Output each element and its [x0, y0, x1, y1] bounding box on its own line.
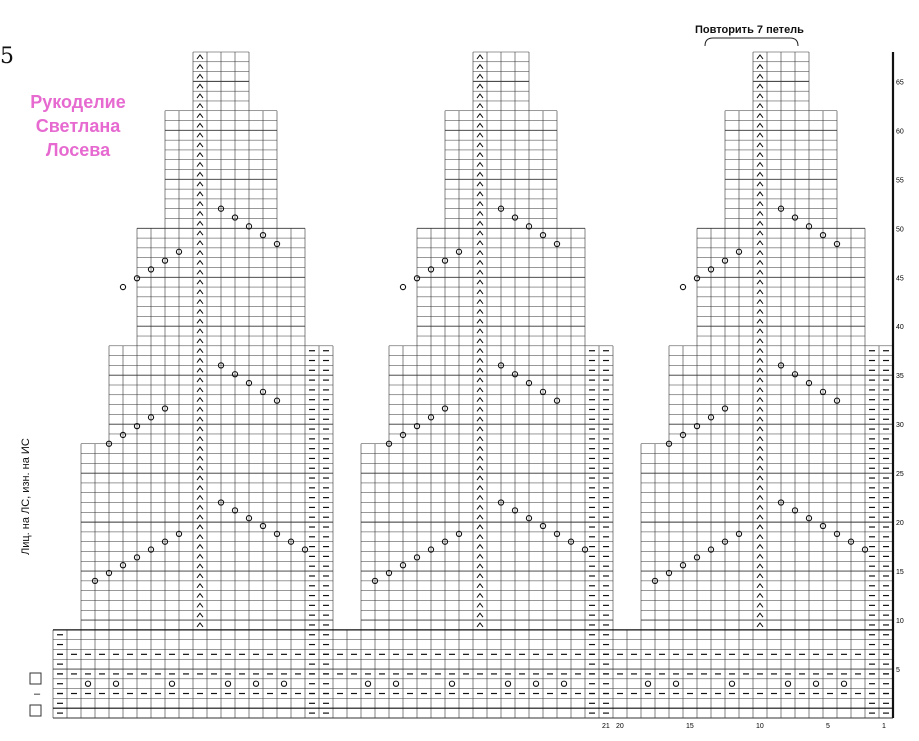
- row-number: 20: [896, 520, 904, 528]
- decrease-mark: [757, 84, 763, 88]
- decrease-mark: [477, 270, 483, 274]
- row-number: 5: [896, 667, 900, 675]
- repeat-bracket: [705, 38, 798, 46]
- yarn-over-mark: [400, 284, 405, 289]
- decrease-mark: [757, 339, 763, 343]
- decrease-mark: [197, 554, 203, 558]
- decrease-mark: [197, 212, 203, 216]
- decrease-mark: [197, 476, 203, 480]
- decrease-mark: [477, 261, 483, 265]
- decrease-mark: [477, 623, 483, 627]
- decrease-mark: [197, 427, 203, 431]
- yarn-over-mark: [281, 681, 286, 686]
- decrease-mark: [197, 310, 203, 314]
- repeat-note: Повторить 7 петель: [695, 24, 804, 36]
- decrease-mark: [197, 525, 203, 529]
- decrease-mark: [477, 359, 483, 363]
- decrease-mark: [197, 613, 203, 617]
- decrease-mark: [477, 133, 483, 137]
- decrease-mark: [197, 378, 203, 382]
- row-number: 50: [896, 226, 904, 234]
- decrease-mark: [757, 114, 763, 118]
- decrease-mark: [757, 202, 763, 206]
- decrease-mark: [477, 182, 483, 186]
- decrease-mark: [757, 427, 763, 431]
- decrease-mark: [197, 65, 203, 69]
- yarn-over-mark: [561, 681, 566, 686]
- decrease-mark: [197, 486, 203, 490]
- decrease-mark: [197, 182, 203, 186]
- yarn-over-mark: [680, 284, 685, 289]
- decrease-mark: [197, 231, 203, 235]
- decrease-mark: [197, 172, 203, 176]
- decrease-mark: [477, 554, 483, 558]
- decrease-mark: [477, 574, 483, 578]
- decrease-mark: [197, 94, 203, 98]
- decrease-mark: [477, 280, 483, 284]
- decrease-mark: [757, 212, 763, 216]
- decrease-mark: [757, 378, 763, 382]
- yarn-over-mark: [253, 681, 258, 686]
- yarn-over-mark: [673, 681, 678, 686]
- decrease-mark: [757, 104, 763, 108]
- decrease-mark: [477, 231, 483, 235]
- yarn-over-mark: [841, 681, 846, 686]
- decrease-mark: [477, 65, 483, 69]
- decrease-mark: [757, 368, 763, 372]
- decrease-mark: [477, 447, 483, 451]
- decrease-mark: [197, 603, 203, 607]
- legend-empty-box: [30, 705, 41, 716]
- decrease-mark: [477, 594, 483, 598]
- decrease-mark: [197, 104, 203, 108]
- stitch-number: 1: [882, 723, 886, 730]
- chart-grid: [53, 52, 893, 718]
- decrease-mark: [477, 525, 483, 529]
- decrease-mark: [197, 55, 203, 59]
- decrease-mark: [477, 84, 483, 88]
- row-number: 25: [896, 471, 904, 479]
- decrease-mark: [197, 407, 203, 411]
- legend-text: [20, 438, 32, 555]
- decrease-mark: [757, 437, 763, 441]
- decrease-mark: [197, 319, 203, 323]
- decrease-mark: [477, 300, 483, 304]
- decrease-mark: [757, 270, 763, 274]
- decrease-mark: [757, 280, 763, 284]
- decrease-mark: [477, 329, 483, 333]
- decrease-mark: [757, 574, 763, 578]
- decrease-mark: [757, 594, 763, 598]
- stitch-number: 10: [756, 723, 764, 730]
- decrease-mark: [757, 417, 763, 421]
- stitch-number: 21: [602, 723, 610, 730]
- decrease-mark: [477, 368, 483, 372]
- decrease-mark: [477, 192, 483, 196]
- decrease-mark: [757, 319, 763, 323]
- decrease-mark: [197, 594, 203, 598]
- decrease-mark: [757, 398, 763, 402]
- decrease-mark: [477, 290, 483, 294]
- decrease-mark: [477, 613, 483, 617]
- decrease-mark: [197, 466, 203, 470]
- decrease-mark: [757, 525, 763, 529]
- decrease-mark: [197, 261, 203, 265]
- decrease-mark: [477, 545, 483, 549]
- decrease-mark: [197, 153, 203, 157]
- decrease-mark: [197, 114, 203, 118]
- decrease-mark: [757, 310, 763, 314]
- decrease-mark: [757, 545, 763, 549]
- row-number: 45: [896, 275, 904, 283]
- decrease-mark: [197, 329, 203, 333]
- yarn-over-mark: [225, 681, 230, 686]
- decrease-mark: [477, 486, 483, 490]
- row-number: 40: [896, 324, 904, 332]
- decrease-mark: [477, 55, 483, 59]
- stitch-number: 5: [826, 723, 830, 730]
- decrease-mark: [197, 623, 203, 627]
- stitch-number: 20: [616, 723, 624, 730]
- decrease-mark: [477, 123, 483, 127]
- decrease-mark: [477, 456, 483, 460]
- decrease-mark: [477, 94, 483, 98]
- decrease-mark: [477, 407, 483, 411]
- decrease-mark: [757, 486, 763, 490]
- legend-purl-symbol: –: [34, 688, 41, 700]
- decrease-mark: [757, 603, 763, 607]
- decrease-mark: [757, 476, 763, 480]
- stitch-number: 15: [686, 723, 694, 730]
- decrease-mark: [757, 515, 763, 519]
- figure-label: 5: [0, 44, 14, 69]
- decrease-mark: [757, 359, 763, 363]
- yarn-over-mark: [645, 681, 650, 686]
- decrease-mark: [477, 319, 483, 323]
- row-number: 65: [896, 79, 904, 87]
- decrease-mark: [757, 564, 763, 568]
- yarn-over-mark: [120, 284, 125, 289]
- yarn-over-mark: [729, 681, 734, 686]
- decrease-mark: [757, 407, 763, 411]
- decrease-mark: [197, 270, 203, 274]
- decrease-mark: [477, 427, 483, 431]
- watermark-line-2: Светлана: [35, 116, 121, 136]
- yarn-over-mark: [505, 681, 510, 686]
- decrease-mark: [197, 447, 203, 451]
- decrease-mark: [757, 496, 763, 500]
- decrease-mark: [477, 349, 483, 353]
- decrease-mark: [757, 447, 763, 451]
- watermark-line-1: Рукоделие: [30, 92, 126, 112]
- decrease-mark: [757, 584, 763, 588]
- decrease-mark: [477, 564, 483, 568]
- decrease-mark: [757, 388, 763, 392]
- decrease-mark: [477, 172, 483, 176]
- decrease-mark: [197, 437, 203, 441]
- decrease-mark: [757, 456, 763, 460]
- decrease-mark: [197, 192, 203, 196]
- decrease-mark: [197, 163, 203, 167]
- yarn-over-mark: [785, 681, 790, 686]
- yarn-over-mark: [533, 681, 538, 686]
- decrease-mark: [197, 202, 203, 206]
- decrease-mark: [477, 212, 483, 216]
- row-number: 60: [896, 128, 904, 136]
- decrease-mark: [477, 535, 483, 539]
- decrease-mark: [757, 261, 763, 265]
- decrease-mark: [477, 143, 483, 147]
- decrease-mark: [477, 310, 483, 314]
- decrease-mark: [477, 437, 483, 441]
- decrease-mark: [757, 505, 763, 509]
- decrease-mark: [477, 104, 483, 108]
- decrease-mark: [197, 300, 203, 304]
- decrease-mark: [477, 505, 483, 509]
- legend-knit-box: [30, 673, 41, 684]
- decrease-mark: [197, 535, 203, 539]
- decrease-mark: [477, 515, 483, 519]
- decrease-mark: [757, 65, 763, 69]
- decrease-mark: [197, 290, 203, 294]
- yarn-over-mark: [449, 681, 454, 686]
- decrease-mark: [197, 388, 203, 392]
- decrease-mark: [477, 202, 483, 206]
- row-number: 10: [896, 618, 904, 626]
- chart-legend: [30, 673, 41, 716]
- decrease-mark: [757, 192, 763, 196]
- decrease-mark: [477, 466, 483, 470]
- yarn-over-mark: [365, 681, 370, 686]
- decrease-mark: [477, 241, 483, 245]
- decrease-mark: [477, 378, 483, 382]
- decrease-mark: [197, 368, 203, 372]
- decrease-mark: [197, 456, 203, 460]
- decrease-mark: [477, 603, 483, 607]
- decrease-mark: [197, 280, 203, 284]
- decrease-mark: [197, 251, 203, 255]
- decrease-mark: [757, 623, 763, 627]
- decrease-mark: [197, 574, 203, 578]
- decrease-mark: [757, 133, 763, 137]
- decrease-mark: [757, 221, 763, 225]
- decrease-mark: [757, 172, 763, 176]
- decrease-mark: [757, 300, 763, 304]
- decrease-mark: [477, 339, 483, 343]
- legend-knit-purl-label: Лиц. на ЛС, изн. на ИС: [20, 438, 32, 555]
- decrease-mark: [477, 496, 483, 500]
- decrease-mark: [197, 417, 203, 421]
- decrease-mark: [197, 398, 203, 402]
- watermark-line-3: Лосева: [45, 140, 111, 160]
- decrease-mark: [477, 251, 483, 255]
- decrease-mark: [477, 114, 483, 118]
- decrease-mark: [757, 466, 763, 470]
- decrease-mark: [197, 143, 203, 147]
- yarn-over-mark: [813, 681, 818, 686]
- row-number: 15: [896, 569, 904, 577]
- decrease-mark: [197, 74, 203, 78]
- decrease-mark: [477, 221, 483, 225]
- decrease-mark: [197, 505, 203, 509]
- decrease-mark: [477, 476, 483, 480]
- decrease-mark: [197, 359, 203, 363]
- decrease-mark: [757, 143, 763, 147]
- decrease-mark: [757, 290, 763, 294]
- decrease-mark: [757, 554, 763, 558]
- decrease-mark: [757, 613, 763, 617]
- decrease-mark: [197, 584, 203, 588]
- decrease-mark: [197, 84, 203, 88]
- decrease-mark: [477, 417, 483, 421]
- row-number: 30: [896, 422, 904, 430]
- decrease-mark: [477, 163, 483, 167]
- decrease-mark: [197, 496, 203, 500]
- decrease-mark: [757, 329, 763, 333]
- decrease-mark: [197, 545, 203, 549]
- decrease-mark: [197, 241, 203, 245]
- yarn-over-mark: [113, 681, 118, 686]
- decrease-mark: [757, 182, 763, 186]
- decrease-mark: [477, 153, 483, 157]
- decrease-mark: [757, 163, 763, 167]
- decrease-mark: [757, 349, 763, 353]
- decrease-mark: [197, 515, 203, 519]
- decrease-mark: [197, 123, 203, 127]
- decrease-mark: [197, 564, 203, 568]
- decrease-mark: [757, 74, 763, 78]
- decrease-mark: [197, 339, 203, 343]
- row-number: 55: [896, 177, 904, 185]
- decrease-mark: [757, 231, 763, 235]
- decrease-mark: [197, 221, 203, 225]
- decrease-mark: [757, 94, 763, 98]
- yarn-over-mark: [85, 681, 90, 686]
- decrease-mark: [757, 251, 763, 255]
- yarn-over-mark: [169, 681, 174, 686]
- row-number: 35: [896, 373, 904, 381]
- decrease-mark: [197, 349, 203, 353]
- decrease-mark: [757, 55, 763, 59]
- decrease-mark: [757, 241, 763, 245]
- decrease-mark: [477, 388, 483, 392]
- yarn-over-mark: [393, 681, 398, 686]
- decrease-mark: [477, 74, 483, 78]
- decrease-mark: [197, 133, 203, 137]
- decrease-mark: [477, 398, 483, 402]
- decrease-mark: [757, 153, 763, 157]
- decrease-mark: [757, 535, 763, 539]
- decrease-mark: [477, 584, 483, 588]
- decrease-mark: [757, 123, 763, 127]
